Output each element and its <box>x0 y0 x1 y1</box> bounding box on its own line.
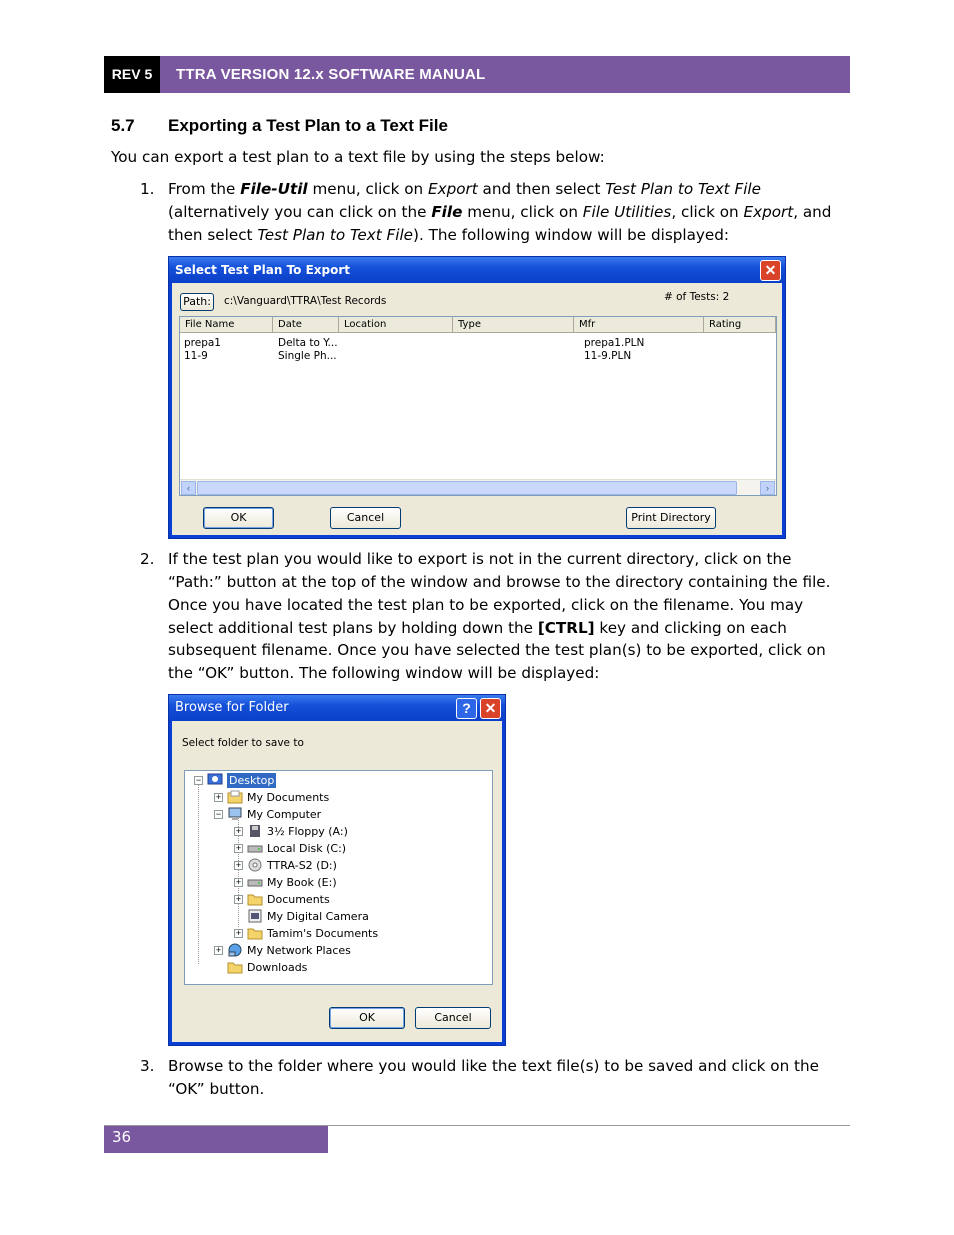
column-header[interactable]: Date <box>273 317 339 333</box>
cell-mfr: prepa1.PLN <box>584 337 645 349</box>
step3-line2: “OK” button. <box>168 1080 265 1098</box>
collapse-icon[interactable]: − <box>195 775 202 785</box>
cell-date: Single Ph... <box>278 350 337 362</box>
manual-title: TTRA VERSION 12.x SOFTWARE MANUAL <box>176 66 486 83</box>
tree-item-downloads[interactable]: Downloads <box>247 961 308 974</box>
cell-date: Delta to Y... <box>278 337 338 349</box>
tree-item-my-network-places[interactable]: My Network Places <box>247 944 351 957</box>
step-number: 2. <box>140 550 155 568</box>
browse-folder-dialog <box>168 694 506 1046</box>
step1-line3: then select Test Plan to Text File). The following window will be displayed: <box>168 226 729 244</box>
select-test-plan-dialog <box>168 256 786 539</box>
close-icon[interactable]: ✕ <box>760 260 781 281</box>
dialog-body <box>172 283 782 535</box>
column-header[interactable]: File Name <box>180 317 273 333</box>
path-value: c:\Vanguard\TTRA\Test Records <box>224 295 387 307</box>
cancel-button[interactable]: Cancel <box>415 1007 491 1029</box>
step1-line1: From the File-Util menu, click on Export and then select Test Plan to Text File <box>168 180 761 198</box>
tree-item-floppy[interactable]: 3½ Floppy (A:) <box>267 825 348 838</box>
tree-item-my-documents[interactable]: My Documents <box>247 791 330 804</box>
path-button[interactable]: Path: <box>180 293 214 311</box>
step1-line2: (alternatively you can click on the File menu, click on File Utilities, click on Export, and <box>168 203 832 221</box>
network-icon <box>227 943 243 956</box>
dialog-title: Select Test Plan To Export <box>169 257 785 283</box>
folder-prompt: Select folder to save to <box>182 737 304 749</box>
tree-item-my-book[interactable]: My Book (E:) <box>267 876 337 889</box>
test-plan-list[interactable] <box>179 316 777 496</box>
tree-item-desktop[interactable]: Desktop <box>229 774 275 787</box>
cd-icon <box>247 858 263 871</box>
intro-text: You can export a test plan to a text file by using the steps below: <box>111 148 605 166</box>
scroll-left-icon[interactable]: ‹ <box>181 481 196 495</box>
tree-item-my-digital-camera[interactable]: My Digital Camera <box>267 910 369 923</box>
horizontal-scrollbar[interactable] <box>180 479 776 495</box>
cell-mfr: 11-9.PLN <box>584 350 632 362</box>
column-header[interactable]: Location <box>339 317 453 333</box>
step-number: 1. <box>140 180 155 198</box>
column-header[interactable]: Mfr <box>574 317 704 333</box>
column-header[interactable]: Type <box>453 317 574 333</box>
dialog-title: Browse for Folder <box>169 695 505 721</box>
cell-filename: 11-9 <box>184 350 208 362</box>
ok-button[interactable]: OK <box>329 1007 405 1029</box>
expand-icon[interactable]: + <box>235 826 242 836</box>
expand-icon[interactable]: + <box>235 928 242 938</box>
page-number: 36 <box>112 1128 132 1146</box>
disk-icon <box>247 875 263 888</box>
folder-icon <box>247 926 263 939</box>
step2-line6: the “OK” button. The following window will be displayed: <box>168 664 600 682</box>
step2-line4: select additional test plans by holding down the [CTRL] key and clicking on each <box>168 619 787 637</box>
page-header <box>104 56 850 93</box>
ok-button[interactable]: OK <box>203 507 274 529</box>
folder-tree[interactable] <box>184 770 493 985</box>
desktop-icon <box>207 773 223 786</box>
section-title: Exporting a Test Plan to a Text File <box>168 116 448 135</box>
section-number: 5.7 <box>111 116 135 135</box>
my-computer-icon <box>227 807 243 820</box>
expand-icon[interactable]: + <box>215 945 222 955</box>
dialog-body <box>172 721 502 1042</box>
cell-filename: prepa1 <box>184 337 221 349</box>
collapse-icon[interactable]: − <box>215 809 222 819</box>
test-count: # of Tests: 2 <box>664 291 730 303</box>
step2-line3: Once you have located the test plan to be exported, click on the filename. You may <box>168 596 804 614</box>
floppy-icon <box>247 824 263 837</box>
my-documents-icon <box>227 790 243 803</box>
tree-item-documents[interactable]: Documents <box>267 893 330 906</box>
step-number: 3. <box>140 1057 155 1075</box>
tree-item-ttra-s2[interactable]: TTRA-S2 (D:) <box>267 859 337 872</box>
step3-line1: Browse to the folder where you would like the text file(s) to be saved and click on the <box>168 1057 819 1075</box>
step2-line2: “Path:” button at the top of the window and browse to the directory containing the file. <box>168 573 831 591</box>
footer-bar <box>104 1126 328 1153</box>
folder-icon <box>247 892 263 905</box>
column-header[interactable]: Rating <box>704 317 776 333</box>
expand-icon[interactable]: + <box>215 792 222 802</box>
camera-icon <box>247 909 263 922</box>
folder-icon <box>227 960 243 973</box>
scroll-thumb[interactable] <box>197 481 737 495</box>
cancel-button[interactable]: Cancel <box>330 507 401 529</box>
expand-icon[interactable]: + <box>235 877 242 887</box>
tree-item-tamims-documents[interactable]: Tamim's Documents <box>267 927 379 940</box>
help-icon[interactable]: ? <box>456 698 477 719</box>
step2-line5: subsequent filename. Once you have selected the test plan(s) to be exported, click on <box>168 641 826 659</box>
scroll-right-icon[interactable]: › <box>760 481 775 495</box>
close-icon[interactable]: ✕ <box>480 698 501 719</box>
print-directory-button[interactable]: Print Directory <box>626 507 716 529</box>
expand-icon[interactable]: + <box>235 894 242 904</box>
tree-item-my-computer[interactable]: My Computer <box>247 808 322 821</box>
disk-icon <box>247 841 263 854</box>
tree-item-local-disk[interactable]: Local Disk (C:) <box>267 842 347 855</box>
expand-icon[interactable]: + <box>235 843 242 853</box>
revision-label: REV 5 <box>104 56 160 93</box>
expand-icon[interactable]: + <box>235 860 242 870</box>
step2-line1: If the test plan you would like to export is not in the current directory, click on the <box>168 550 792 568</box>
